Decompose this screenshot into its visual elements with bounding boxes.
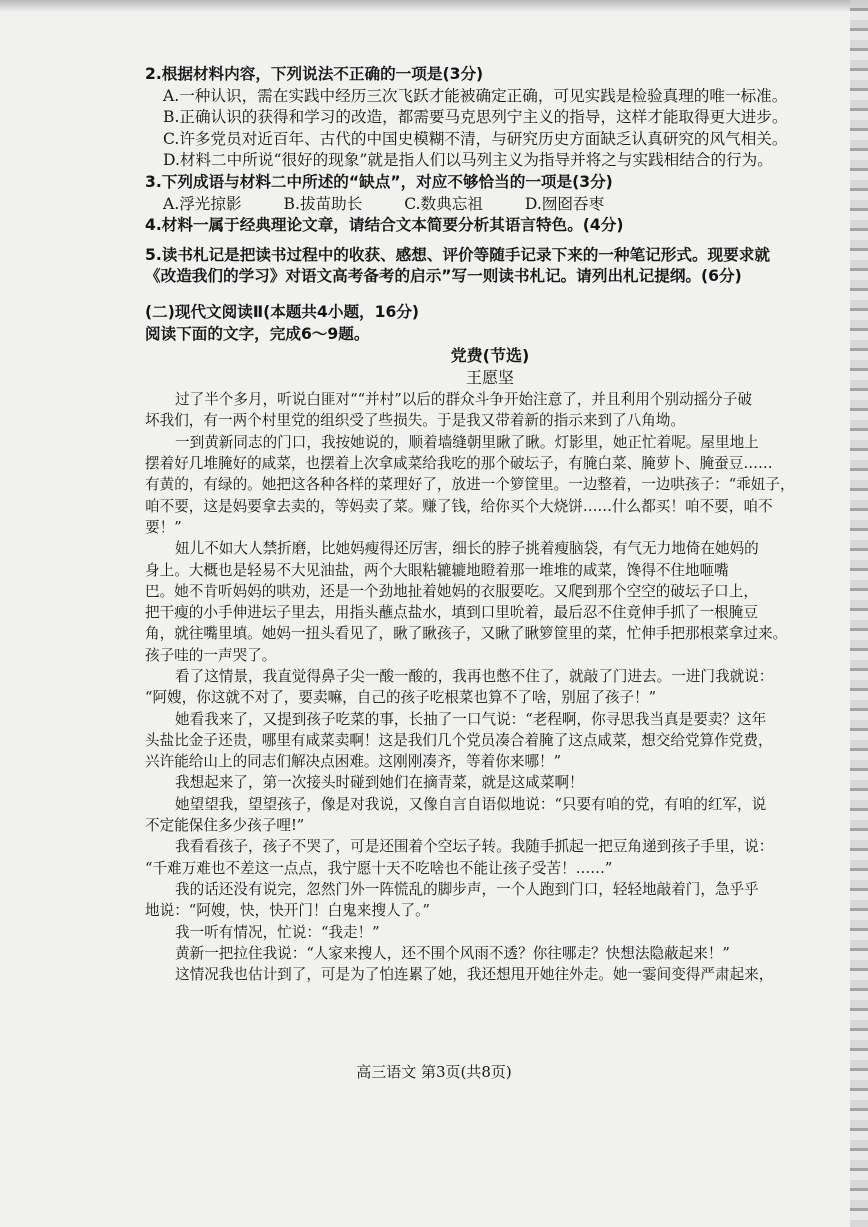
passage-title: 党费(节选) xyxy=(450,346,530,366)
passage-line-22: 我看看孩子，孩子不哭了，可是还围着个空坛子转。我随手抓起一把豆角递到孩子手里，说： xyxy=(175,838,774,856)
passage-line-19: 我想起来了，第一次接头时碰到她们在摘青菜，就是这咸菜啊！ xyxy=(175,774,584,792)
passage-line-13: 孩子哇的一声哭了。 xyxy=(145,646,277,664)
page-footer: 高三语文 第3页(共8页) xyxy=(356,1063,512,1081)
question-5-line-2: 《改造我们的学习》对语文高考备考的启示”写一则读书札记。请列出札记提纲。(6分) xyxy=(145,267,742,286)
passage-line-9: 身上。大概也是轻易不大见油盐，两个大眼粘辘辘地瞪着那一堆堆的咸菜，馋得不住地咂嘴 xyxy=(145,561,729,579)
passage-line-10: 巴。她不肯听妈妈的哄劝，还是一个劲地扯着她妈的衣服要吃。又爬到那个空空的破坛子口上， xyxy=(145,582,758,600)
passage-line-3: 一到黄新同志的门口，我按她说的，顺着墙缝朝里瞅了瞅。灯影里，她正忙着呢。屋里地上 xyxy=(175,433,759,451)
question-5-line-1: 5.读书札记是把读书过程中的收获、感想、评价等随手记录下来的一种笔记形式。现要求就 xyxy=(145,245,770,264)
passage-line-23: “千难万难也不差这一点点，我宁愿十天不吃啥也不能让孩子受苦！……” xyxy=(145,859,613,877)
passage-line-6: 咱不要，这是妈要拿去卖的，等妈卖了菜。赚了钱，给你买个大烧饼……什么都买！咱不要，咱不 xyxy=(145,497,773,515)
passage-line-24: 我的话还没有说完，忽然门外一阵慌乱的脚步声，一个人跑到门口，轻轻地敲着门，急乎乎 xyxy=(175,880,759,898)
passage-line-15: “阿嫂，你这就不对了，要卖嘛，自己的孩子吃根菜也算不了啥，别屈了孩子！” xyxy=(145,689,657,707)
passage-author: 王愿坚 xyxy=(465,368,514,388)
passage-line-16: 她看我来了，又提到孩子吃菜的事，长抽了一口气说：“老程啊，你寻思我当真是要卖？这年 xyxy=(175,710,767,728)
question-3-options xyxy=(145,194,835,216)
passage-line-21: 不定能保住多少孩子哩!” xyxy=(145,817,305,835)
passage-line-14: 看了这情景，我直觉得鼻子尖一酸一酸的，我再也憋不住了，就敲了门进去。一进门我就说： xyxy=(175,667,774,685)
question-2-stem: 2.根据材料内容，下列说法不正确的一项是(3分) xyxy=(145,65,484,83)
passage-line-28: 这情况我也估计到了，可是为了怕连累了她，我还想甩开她往外走。她一霎间变得严肃起来， xyxy=(175,966,774,984)
question-3-option-a: A.浮光掠影 xyxy=(163,194,242,213)
section-instruction: 阅读下面的文字，完成6～9题。 xyxy=(145,324,370,343)
passage-line-5: 有黄的，有绿的。她把这各种各样的菜理好了，放进一个箩筐里。一边整着，一边哄孩子：“乖妞子， xyxy=(145,476,795,494)
question-3-option-b: B.拔苗助长 xyxy=(283,194,363,213)
question-3-option-c: C.数典忘祖 xyxy=(404,194,483,213)
passage-line-17: 头盐比金子还贵，哪里有咸菜卖啊！这是我们几个党员凑合着腌了这点咸菜，想交给党算作党费， xyxy=(145,731,773,749)
passage-line-2: 坏我们，有一两个村里党的组织受了些损失。于是我又带着新的指示来到了八角坳。 xyxy=(145,412,685,430)
question-3-option-d: D.囫囵吞枣 xyxy=(524,194,605,213)
passage-line-1: 过了半个多月，听说白匪对““并村”以后的群众斗争开始注意了，并且利用个别动摇分子破 xyxy=(175,391,752,409)
passage-line-8: 妞儿不如大人禁折磨，比她妈瘦得还厉害，细长的脖子挑着瘦脑袋，有气无力地倚在她妈的 xyxy=(175,540,759,558)
passage-line-26: 我一听有情况，忙说：“我走！” xyxy=(175,923,380,941)
passage-line-27: 黄新一把拉住我说：“人家来搜人，还不围个风雨不透？你往哪走？快想法隐蔽起来！” xyxy=(175,944,730,962)
scan-right-edge xyxy=(850,0,868,1227)
exam-content xyxy=(145,64,835,985)
question-3-stem: 3.下列成语与材料二中所述的“缺点”，对应不够恰当的一项是(3分) xyxy=(145,172,613,191)
spacer xyxy=(145,237,835,245)
question-2-option-b: B.正确认识的获得和学习的改造，都需要马克思列宁主义的指导，这样才能取得更大进步。 xyxy=(163,108,788,127)
question-4-stem: 4.材料一属于经典理论文章，请结合文本简要分析其语言特色。(4分) xyxy=(145,216,624,235)
section-heading: (二)现代文阅读Ⅱ(本题共4小题，16分) xyxy=(145,302,420,321)
passage-line-18: 兴许能给山上的同志们解决点困难。这刚刚凑齐，等着你来哪！” xyxy=(145,753,562,771)
passage-line-11: 把干瘦的小手伸进坛子里去，用指头蘸点盐水，填到口里吮着，最后忍不住竟伸手抓了一根腌豆 xyxy=(145,604,758,622)
passage-line-7: 要！” xyxy=(145,518,182,536)
question-2-option-c: C.许多党员对近百年、古代的中国史模糊不清，与研究历史方面缺乏认真研究的风气相关。 xyxy=(163,129,788,148)
passage-line-20: 她望望我，望望孩子，像是对我说，又像自言自语似地说：“只要有咱的党，有咱的红军，说 xyxy=(175,795,767,813)
question-2-option-d: D.材料二中所说“很好的现象”就是指人们以马列主义为指导并将之与实践相结合的行为。 xyxy=(163,151,773,170)
scan-top-edge xyxy=(0,0,868,12)
passage-line-25: 地说：“阿嫂，快，快开门！白鬼来搜人了。” xyxy=(145,902,430,920)
passage-line-4: 摆着好几堆腌好的咸菜，也摆着上次拿咸菜给我吃的那个破坛子，有腌白菜、腌萝卜、腌蚕豆…… xyxy=(145,455,773,473)
question-2-option-a: A.一种认识，需在实践中经历三次飞跃才能被确定正确，可见实践是检验真理的唯一标准。 xyxy=(163,86,788,105)
passage-line-12: 角，就往嘴里填。她妈一扭头看见了，瞅了瞅孩子，又瞅了瞅箩筐里的菜，忙伸手把那根菜拿过来。 xyxy=(145,625,788,643)
spacer xyxy=(145,288,835,302)
